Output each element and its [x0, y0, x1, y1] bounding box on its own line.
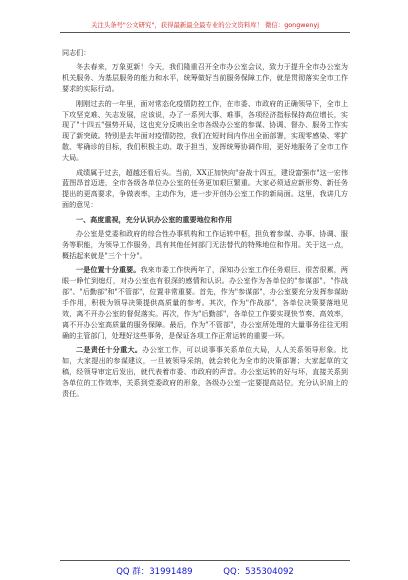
- footer-qq: QQ：535304092: [223, 567, 294, 577]
- document-header-banner: 关注头条号"公文研究"，获得最新最全最专业的公文资料库！ 微信：gongwenyj: [90, 21, 320, 29]
- document-body: [62, 48, 348, 403]
- paragraph-section1-intro: 办公室是党委和政府的综合性办事机构和工作运转中枢，担负着参谋、办事、协调、服务等职能，为领导工作服务，具有其他任何部门无法替代的特殊地位和作用。关于这一点，概括起来就是"三个十分"。: [62, 229, 348, 260]
- paragraph-outlook: 成绩属于过去，超越还看后头。当前，XX正加快向"奋战十四五，建设富强市"这一宏伟蓝图昂首迈进，全市各级各单位办公室的任务更加艰巨繁重。大家必须适应新形势、新任务提出的更高要求，争做表率，主动作为，进一步开创办公室工作的新局面。这里，我讲几方面的意见：: [62, 167, 348, 210]
- footer-qq-group: QQ 群：31991489: [116, 567, 193, 577]
- section-heading-1: 一、高度重视，充分认识办公室的重要地位和作用: [76, 214, 233, 224]
- header-rule: [60, 32, 350, 33]
- footer-rule: [60, 560, 350, 561]
- paragraph-point-2: [62, 345, 348, 400]
- point-1-text: 我来市委工作快两年了，深知办公室工作任务艰巨、很苦很累，两眼一睁忙到熄灯，对办公室也有很深的感情和认识。办公室作为各单位的"参谋部"、"作战部"、"后勤部"和"不管部"，位置非常重要。首先，作为"参谋部"，办公室要充分发挥参谋助手作用，积极为领导决策提供高质量的参考。其次，作为"作战部"，各单位决策要落地见效，离不开办公室的督促落实。再次，作为"后勤部"，各单位工作要实现快节奏、高效率，离不开办公室高质量的服务保障。最后，作为"不管部"，办公室所处理的大量事务往往无明确的主管部门，处理好这些事务，是保证各项工作正常运转的重要一环。: [62, 265, 348, 340]
- point-1-lead: 一是位置十分重要。: [76, 265, 141, 275]
- point-2-lead: 二是责任十分重大。: [76, 345, 143, 355]
- paragraph-review: 刚刚过去的一年里，面对常态化疫情防控工作，在市委、市政府的正确领导下，全市上下攻坚克难、矢志发展，应该说，办了一系列大事、难事，各项经济指标保持高位增长，实现了"十四五"强势开局，这也充分反映出全市各级办公室的参谋、协调、督办、服务工作实现了新突破。特别是去年面对疫情防控，我们在短时间内作出全面部署，实现零感染、零扩散、零确诊的目标，我们积极主动、敢于担当，发挥统筹协调作用，更好地服务了全市工作大局。: [62, 98, 348, 163]
- paragraph-opening: 冬去春来，万象更新！今天，我们隆重召开全市办公室会议，致力于提升全市办公室为机关服务、为基层服务的能力和水平，统筹做好当前服务保障工作，就是贯彻落实全市工作要求的实际行动。: [62, 62, 348, 94]
- point-2-text: 办公室工作，可以说事事关系单位大局，人人关系领导形象。比如，大家提出的参谋建议，一旦被领导采纳，就会转化为全市的决策部署；大家起草的文稿，经领导审定后发出，就代表着市委、市政府的声音。办公室运转的好与坏，直接关系到各单位的工作效率，关系到党委政府的形象，各级办公室一定要提高站位，充分认识肩上的责任。: [62, 345, 349, 398]
- paragraph-point-1: [62, 265, 348, 341]
- document-footer: [60, 565, 350, 577]
- salutation: 同志们：: [62, 48, 91, 57]
